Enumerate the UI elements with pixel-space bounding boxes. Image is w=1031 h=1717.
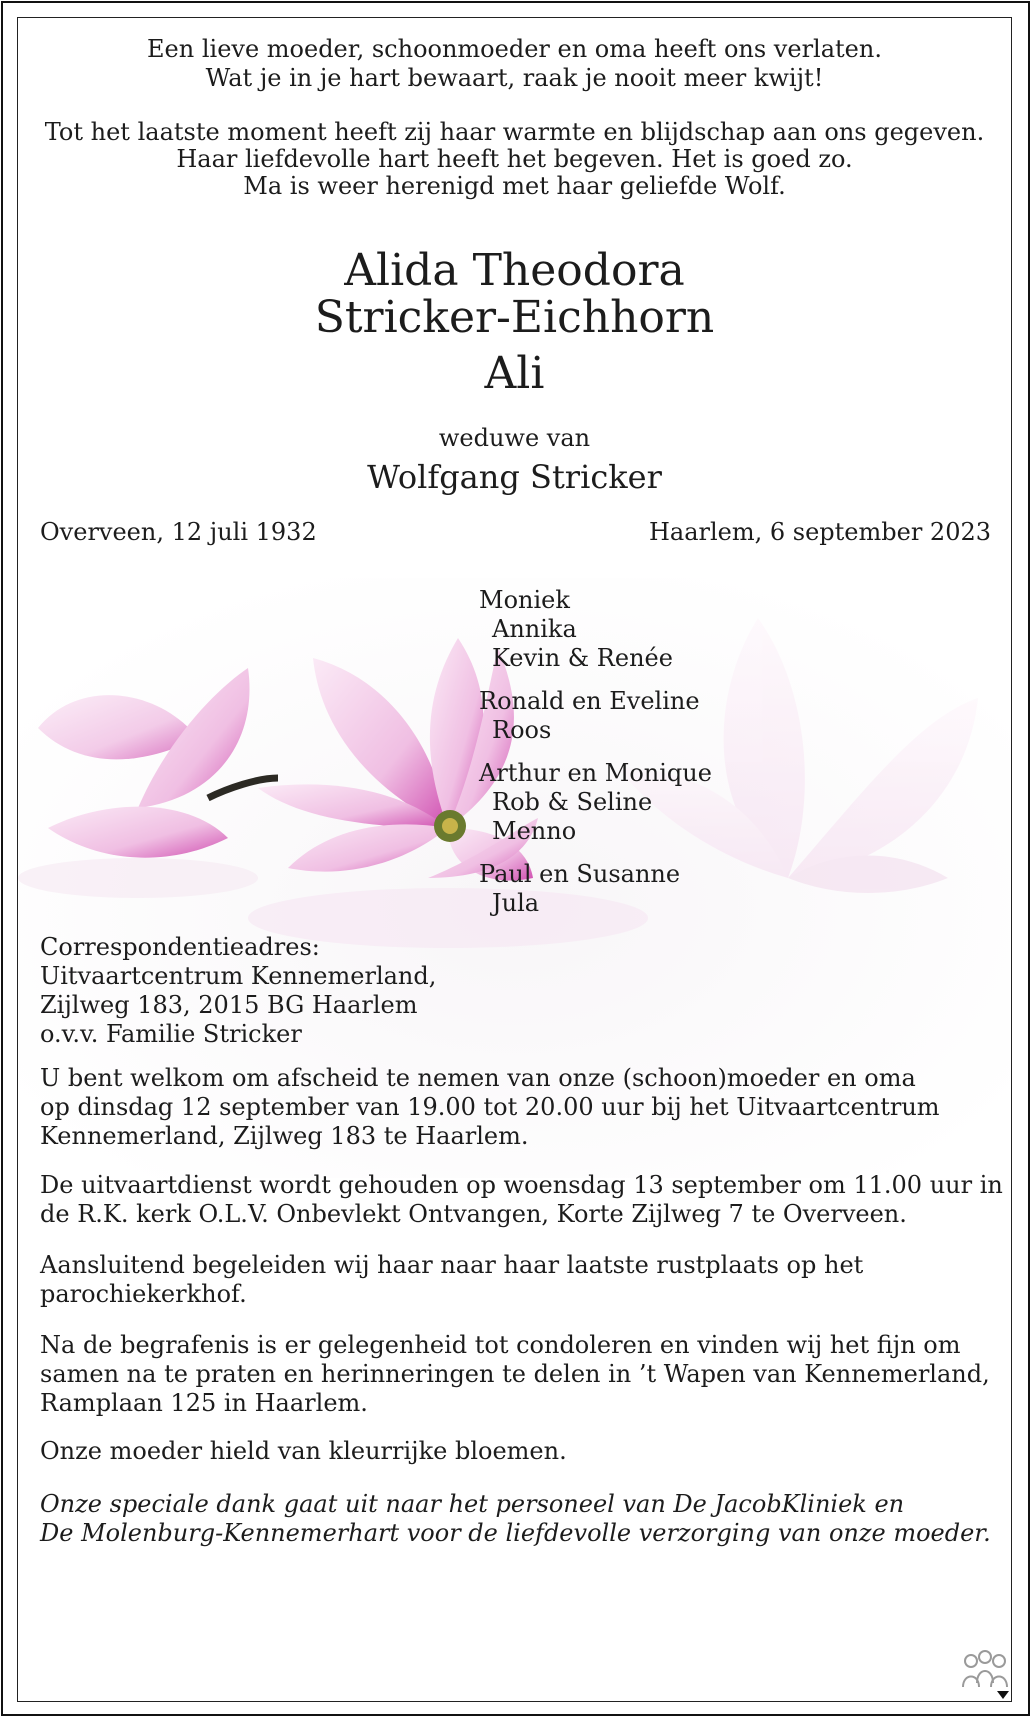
- grandchild: Jula: [492, 889, 540, 917]
- family-member: Arthur en Monique: [479, 759, 712, 787]
- paragraph-service: [40, 1171, 1003, 1229]
- thanks-line: De Molenburg-Kennemerhart voor de liefdevolle verzorging van onze moeder.: [40, 1519, 991, 1547]
- paragraph-line: Aansluitend begeleiden wij haar naar haar laatste rustplaats op het: [40, 1251, 864, 1279]
- thanks-line: Onze speciale dank gaat uit naar het personeel van De JacobKliniek en: [40, 1490, 905, 1518]
- deceased-nickname: Ali: [484, 348, 545, 399]
- paragraph-line: op dinsdag 12 september van 19.00 tot 20.00 uur bij het Uitvaartcentrum: [40, 1093, 940, 1121]
- grandchild: Annika: [492, 615, 577, 643]
- paragraph-line: parochiekerkhof.: [40, 1280, 247, 1308]
- obituary-frame: [1, 1, 1030, 1716]
- grandchild: Menno: [492, 817, 577, 845]
- intro-line-4: Haar liefdevolle hart heeft het begeven. Het is goed zo.: [176, 145, 853, 173]
- paragraph-line: Ramplaan 125 in Haarlem.: [40, 1389, 368, 1417]
- intro-line-3: Tot het laatste moment heeft zij haar warmte en blijdschap aan ons gegeven.: [44, 118, 985, 146]
- grandchild: Rob & Seline: [492, 788, 653, 816]
- grandchild: Roos: [492, 716, 552, 744]
- paragraph-flowers: Onze moeder hield van kleurrijke bloemen.: [40, 1437, 567, 1465]
- deceased-surname: Stricker-Eichhorn: [314, 292, 715, 343]
- family-member: Moniek: [479, 586, 570, 614]
- intro-line-2: Wat je in je hart bewaart, raak je nooit meer kwijt!: [205, 64, 824, 92]
- paragraph-line: Na de begrafenis is er gelegenheid tot condoleren en vinden wij het fijn om: [40, 1331, 961, 1359]
- triangle-down-icon: [997, 1691, 1009, 1699]
- correspondence-line: Correspondentieadres:: [40, 933, 320, 961]
- paragraph-line: Kennemerland, Zijlweg 183 te Haarlem.: [40, 1122, 529, 1150]
- obituary-inner-border: [17, 17, 1012, 1702]
- family-member: Paul en Susanne: [479, 860, 681, 888]
- death-place-date: Haarlem, 6 september 2023: [648, 518, 991, 546]
- correspondence-line: o.v.v. Familie Stricker: [40, 1020, 302, 1048]
- thanks-note: [40, 1490, 991, 1548]
- paragraph-line: De uitvaartdienst wordt gehouden op woensdag 13 september om 11.00 uur in: [40, 1171, 1003, 1199]
- people-group-icon[interactable]: [957, 1647, 1012, 1702]
- grandchild: Kevin & Renée: [492, 644, 673, 672]
- family-member: Ronald en Eveline: [479, 687, 700, 715]
- correspondence-line: Uitvaartcentrum Kennemerland,: [40, 962, 437, 990]
- widow-of-label: weduwe van: [438, 424, 591, 452]
- spouse-name: Wolfgang Stricker: [367, 458, 662, 496]
- paragraph-burial: [40, 1251, 863, 1309]
- intro-line-5: Ma is weer herenigd met haar geliefde Wolf.: [243, 172, 786, 200]
- intro-line-1: Een lieve moeder, schoonmoeder en oma heeft ons verlaten.: [147, 35, 882, 63]
- correspondence-line: Zijlweg 183, 2015 BG Haarlem: [40, 991, 418, 1019]
- deceased-first-names: Alida Theodora: [344, 245, 685, 296]
- paragraph-line: samen na te praten en herinneringen te delen in ’t Wapen van Kennemerland,: [40, 1360, 990, 1388]
- correspondence-address: [40, 933, 436, 1049]
- paragraph-line: U bent welkom om afscheid te nemen van onze (schoon)moeder en oma: [40, 1064, 916, 1092]
- paragraph-condolences: [40, 1331, 990, 1418]
- paragraph-line: de R.K. kerk O.L.V. Onbevlekt Ontvangen, Korte Zijlweg 7 te Overveen.: [40, 1200, 907, 1228]
- paragraph-viewing: [40, 1064, 940, 1151]
- family-list: [479, 586, 712, 918]
- birth-place-date: Overveen, 12 juli 1932: [40, 518, 317, 546]
